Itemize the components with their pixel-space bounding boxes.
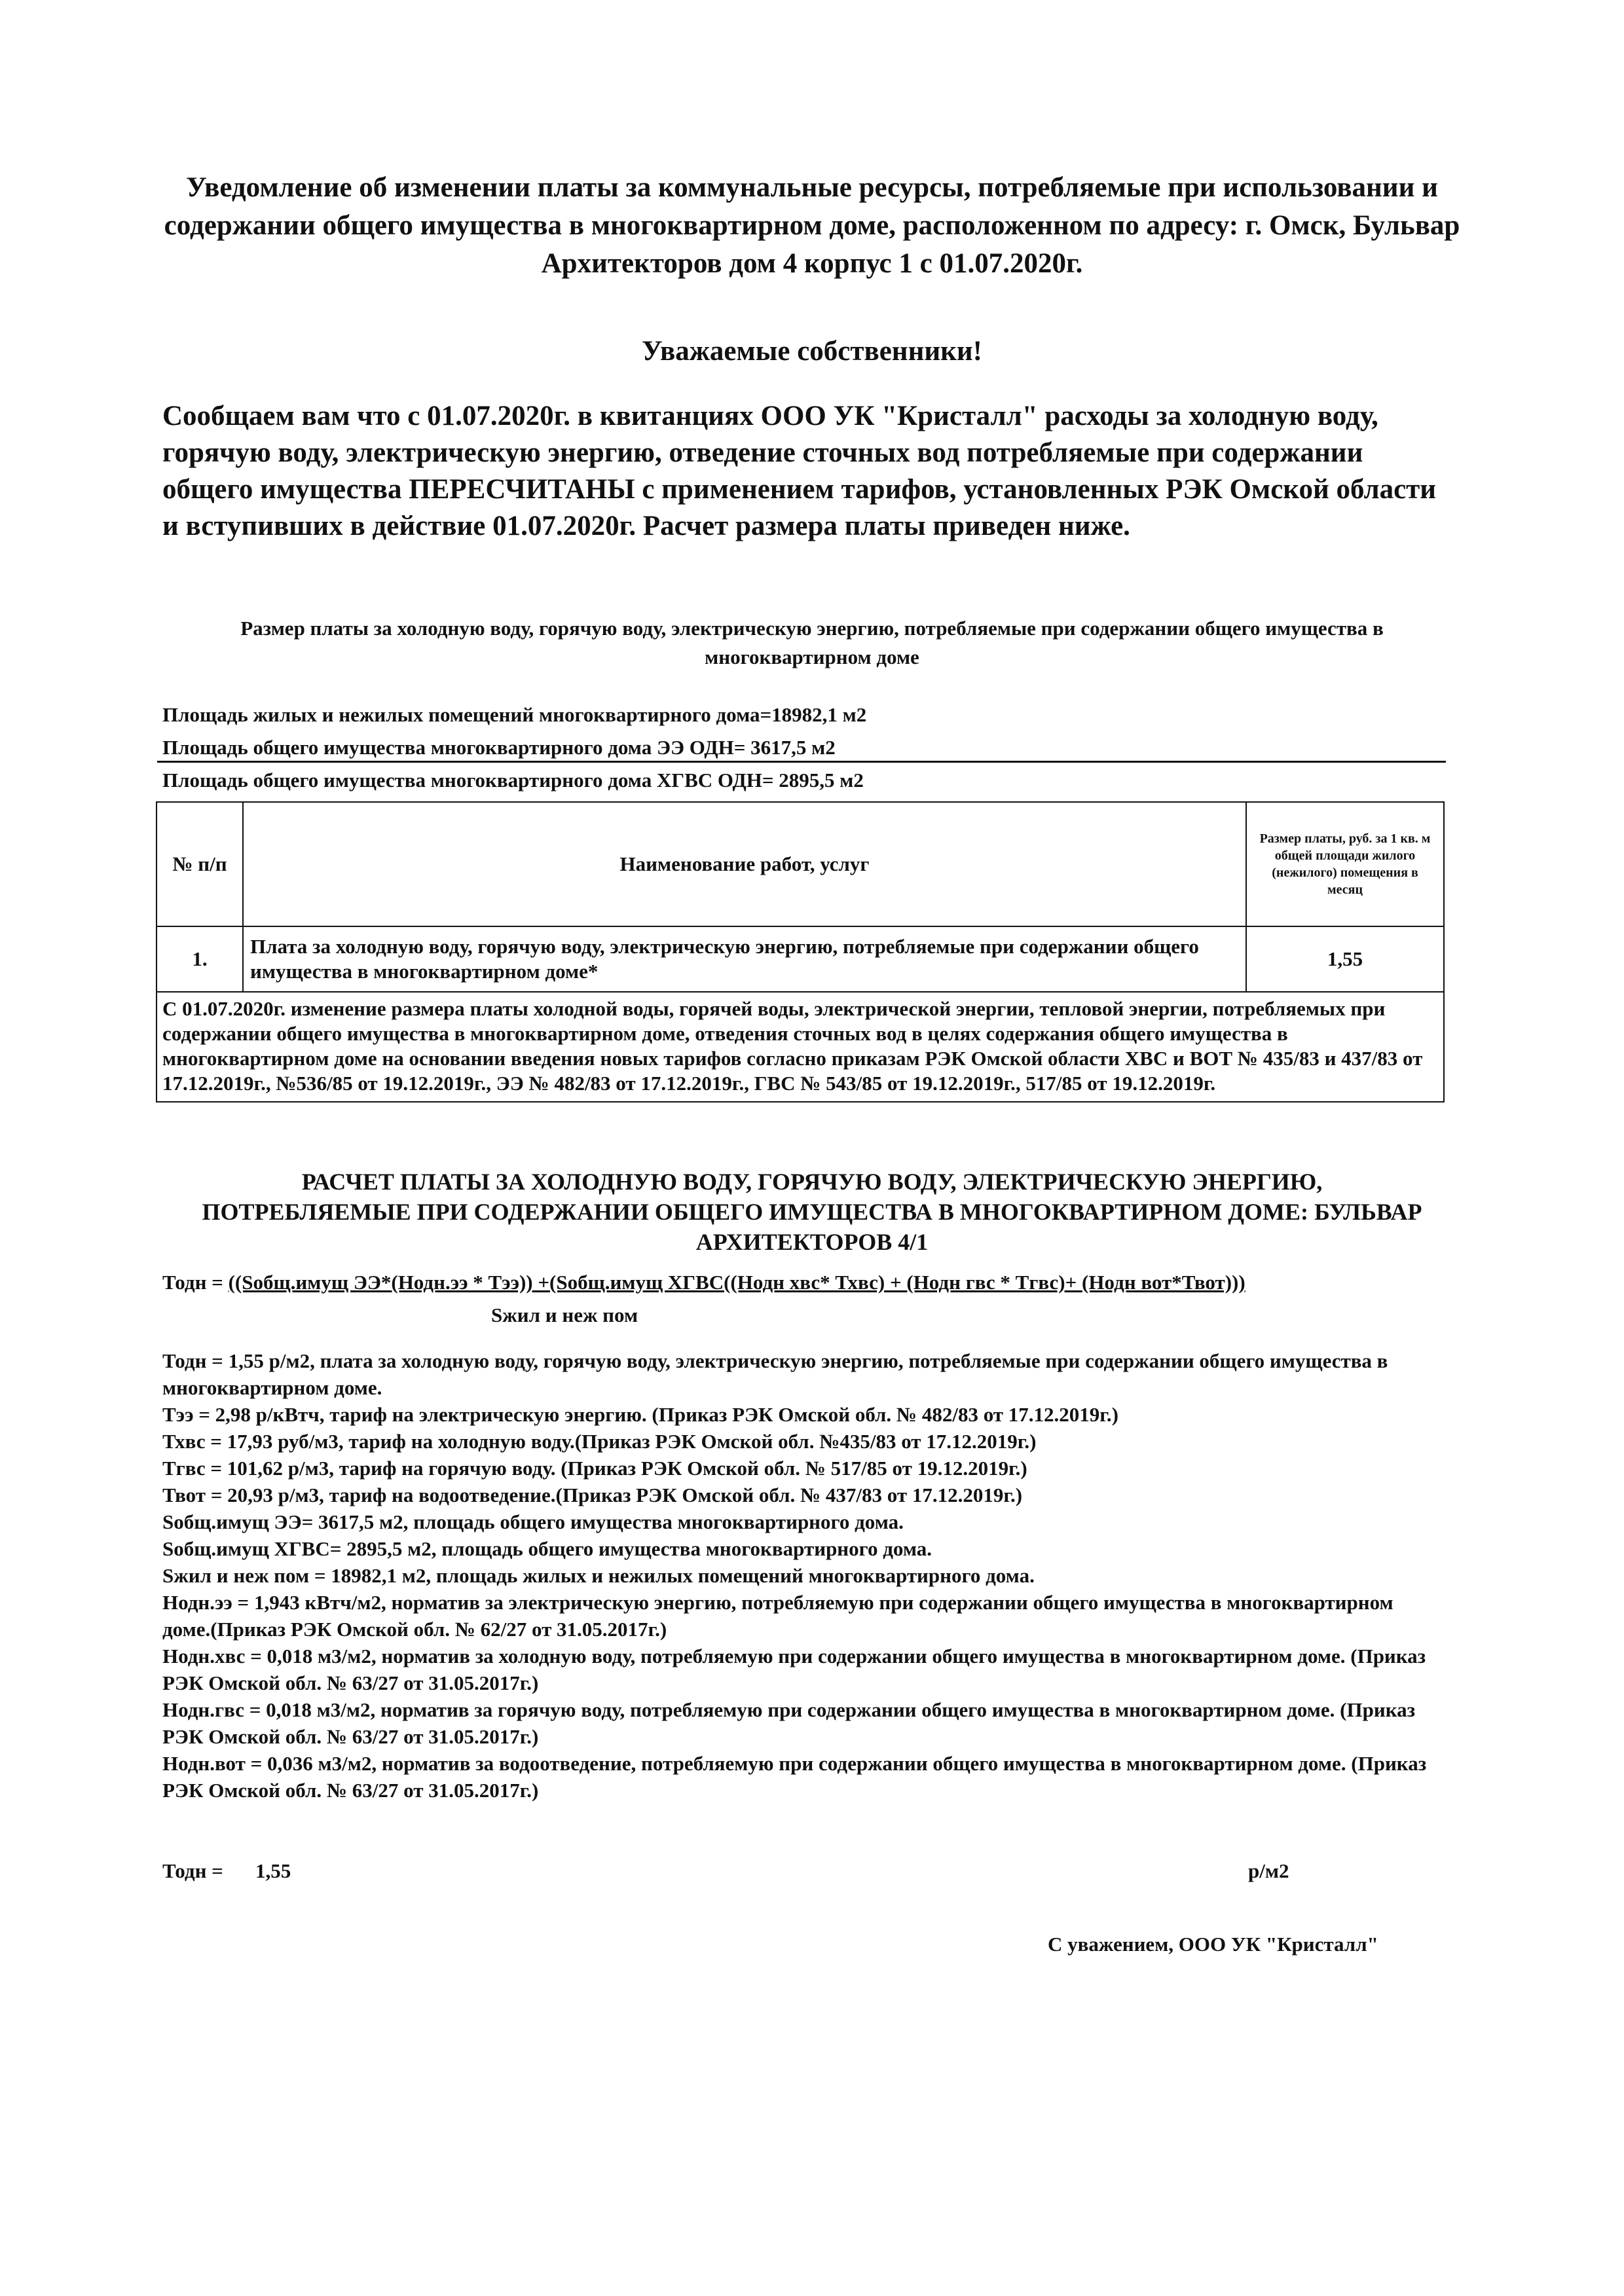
- result-label: Тодн =: [162, 1859, 223, 1882]
- row-name: Плата за холодную воду, горячую воду, электрическую энергию, потребляемые при содержании общего имущества в многоквартирном доме*: [243, 926, 1246, 992]
- section-subtitle: Размер платы за холодную воду, горячую воду, электрическую энергию, потребляемые при содержании общего имущества в многоквартирном доме: [240, 617, 1384, 668]
- header-num: № п/п: [157, 802, 243, 926]
- area-hgvs: Площадь общего имущества многоквартирного дома ХГВС ОДН= 2895,5 м2: [162, 769, 864, 792]
- result-value: 1,55: [255, 1859, 291, 1882]
- definition-item: Sобщ.имущ ЭЭ= 3617,5 м2, площадь общего имущества многоквартирного дома.: [162, 1510, 904, 1533]
- table-row: [157, 926, 1444, 992]
- table-note-row: [157, 992, 1444, 1102]
- row-rate: 1,55: [1246, 926, 1444, 992]
- formula-numerator: ((Sобщ.имущ ЭЭ*(Нодн.ээ * Тээ)) +(Sобщ.имущ ХГВС((Нодн хвс* Тхвс) + (Нодн гвс * Тгвс)+ (Нодн вот*Твот))): [228, 1271, 1246, 1294]
- definition-item: Нодн.вот = 0,036 м3/м2, норматив за водоотведение, потребляемую при содержании общего имущества в многоквартирном доме. (Приказ РЭК Омской обл. № 63/27 от 31.05.2017г.): [162, 1752, 1427, 1802]
- result-unit: р/м2: [1248, 1859, 1289, 1882]
- definition-item: Тээ = 2,98 р/кВтч, тариф на электрическую энергию. (Приказ РЭК Омской обл. № 482/83 от 17.12.2019г.): [162, 1403, 1118, 1426]
- formula-lhs: Тодн =: [162, 1271, 229, 1294]
- formula-denominator: Sжил и неж пом: [491, 1303, 638, 1326]
- definition-item: Sжил и неж пом = 18982,1 м2, площадь жилых и нежилых помещений многоквартирного дома.: [162, 1564, 1035, 1587]
- header-rate: Размер платы, руб. за 1 кв. м общей площади жилого (нежилого) помещения в месяц: [1246, 802, 1444, 926]
- definition-item: Нодн.ээ = 1,943 кВтч/м2, норматив за электрическую энергию, потребляемую при содержании общего имущества в многоквартирном доме.(Приказ РЭК Омской обл. № 62/27 от 31.05.2017г.): [162, 1591, 1393, 1641]
- row-num: 1.: [157, 926, 243, 992]
- divider-line: [157, 761, 1446, 763]
- payment-table: [156, 801, 1445, 1102]
- definition-item: Тгвс = 101,62 р/м3, тариф на горячую воду. (Приказ РЭК Омской обл. № 517/85 от 19.12.2019г.): [162, 1457, 1027, 1480]
- definition-item: Нодн.хвс = 0,018 м3/м2, норматив за холодную воду, потребляемую при содержании общего имущества в многоквартирном доме. (Приказ РЭК Омской обл. № 63/27 от 31.05.2017г.): [162, 1645, 1426, 1694]
- signature: С уважением, ООО УК "Кристалл": [1048, 1933, 1378, 1956]
- intro-paragraph: Сообщаем вам что с 01.07.2020г. в квитанциях ООО УК "Кристалл" расходы за холодную воду, горячую воду, электрическую энергию, отведение сточных вод потребляемые при содержании общего имущества ПЕРЕСЧИТАНЫ с применением тарифов, установленных РЭК Омской области и вступивших в действие 01.07.2020г. Расчет размера платы приведен ниже.: [162, 401, 1437, 541]
- table-header-row: [157, 802, 1444, 926]
- table-note: С 01.07.2020г. изменение размера платы холодной воды, горячей воды, электрической энергии, тепловой энергии, потребляемых при содержании общего имущества в многоквартирном доме, отведения сточных вод в целях содержания общего имущества в многоквартирном доме на основании введения новых тарифов согласно приказам РЭК Омской области ХВС и ВОТ № 435/83 и 437/83 от 17.12.2019г., №536/85 от 19.12.2019г., ЭЭ № 482/83 от 17.12.2019г., ГВС № 543/85 от 19.12.2019г., 517/85 от 19.12.2019г.: [157, 992, 1444, 1102]
- formula: [162, 1270, 1246, 1295]
- definition-item: Нодн.гвс = 0,018 м3/м2, норматив за горячую воду, потребляемую при содержании общего имущества в многоквартирном доме. (Приказ РЭК Омской обл. № 63/27 от 31.05.2017г.): [162, 1698, 1416, 1748]
- notice-title: Уведомление об изменении платы за коммунальные ресурсы, потребляемые при использовании и содержании общего имущества в многоквартирном доме, расположенном по адресу: г. Омск, Бульвар Архитекторов дом 4 корпус 1 с 01.07.2020г.: [164, 172, 1460, 279]
- definition-item: Тхвс = 17,93 руб/м3, тариф на холодную воду.(Приказ РЭК Омской обл. №435/83 от 17.12.2019г.): [162, 1430, 1037, 1453]
- definition-item: Твот = 20,93 р/м3, тариф на водоотведение.(Приказ РЭК Омской обл. № 437/83 от 17.12.2019г.): [162, 1484, 1023, 1506]
- calc-title: РАСЧЕТ ПЛАТЫ ЗА ХОЛОДНУЮ ВОДУ, ГОРЯЧУЮ ВОДУ, ЭЛЕКТРИЧЕСКУЮ ЭНЕРГИЮ, ПОТРЕБЛЯЕМЫЕ ПРИ СОДЕРЖАНИИ ОБЩЕГО ИМУЩЕСТВА В МНОГОКВАРТИРНОМ ДОМЕ: БУЛЬВАР АРХИТЕКТОРОВ 4/1: [202, 1169, 1422, 1255]
- definition-item: Тодн = 1,55 р/м2, плата за холодную воду, горячую воду, электрическую энергию, потребляемые при содержании общего имущества в многоквартирном доме.: [162, 1349, 1388, 1399]
- area-ee: Площадь общего имущества многоквартирного дома ЭЭ ОДН= 3617,5 м2: [162, 736, 836, 759]
- area-total: Площадь жилых и нежилых помещений многоквартирного дома=18982,1 м2: [162, 703, 867, 726]
- definition-item: Sобщ.имущ ХГВС= 2895,5 м2, площадь общего имущества многоквартирного дома.: [162, 1537, 932, 1560]
- header-name: Наименование работ, услуг: [243, 802, 1246, 926]
- greeting: Уважаемые собственники!: [641, 336, 982, 367]
- definitions-list: [162, 1347, 1439, 1804]
